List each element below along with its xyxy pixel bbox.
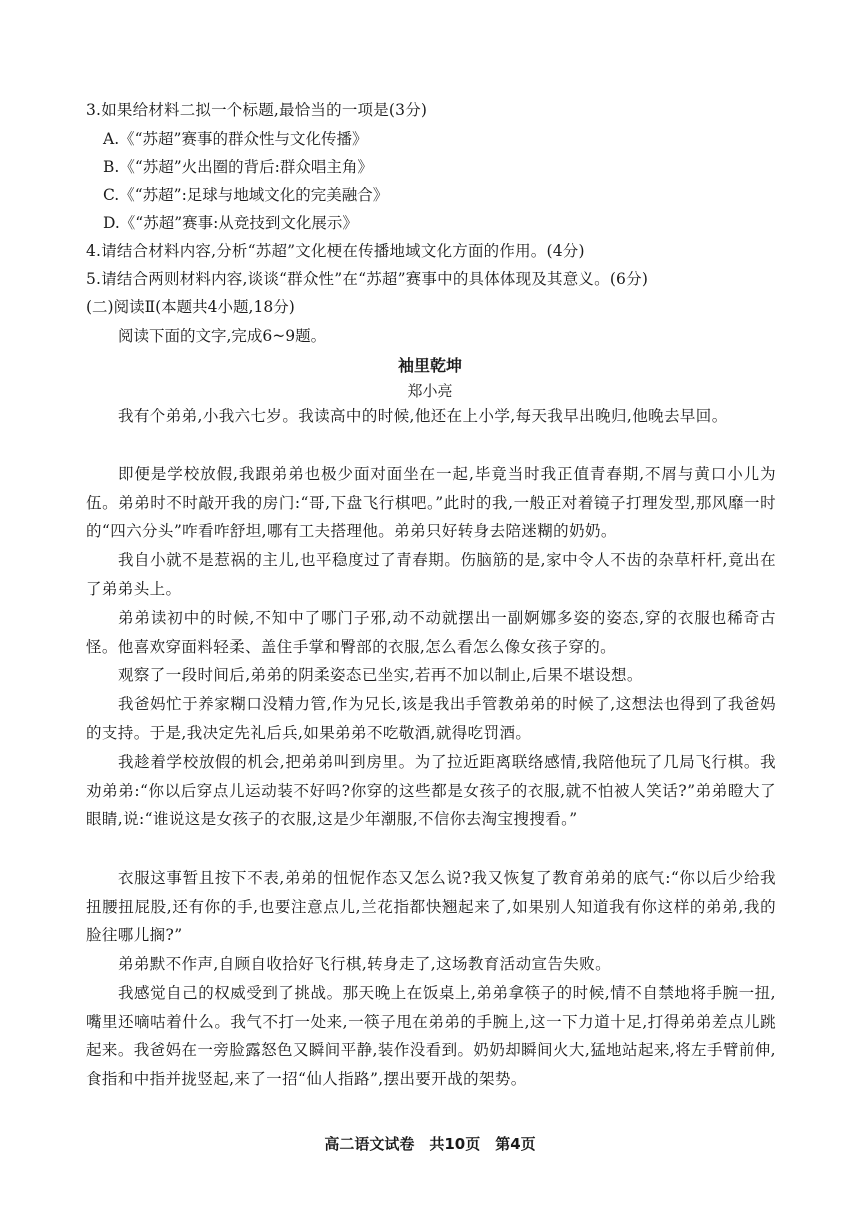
question-4: 4.请结合材料内容,分析“苏超”文化梗在传播地域文化方面的作用。(4分) xyxy=(86,242,585,260)
article-paragraph-4: 弟弟读初中的时候,不知中了哪门子邪,动不动就摆出一副婀娜多姿的姿态,穿的衣服也稀奇古怪。他喜欢穿面料轻柔、盖住手掌和臀部的衣服,怎么看怎么像女孩子穿的。 xyxy=(86,609,776,656)
page-footer: 高二语文试卷 共10页 第4页 xyxy=(324,1135,536,1153)
article-paragraph-1: 我有个弟弟,小我六七岁。我读高中的时候,他还在上小学,每天我早出晚归,他晚去早回。 xyxy=(118,407,728,425)
article-paragraph-8: 衣服这事暂且按下不表,弟弟的忸怩作态又怎么说?我又恢复了教育弟弟的底气:“你以后少给我扭腰扭屁股,还有你的手,也要注意点儿,兰花指都快翘起来了,如果别人知道我有你这样的弟弟,我的脸往哪儿搁?” xyxy=(86,869,776,945)
article-paragraph-3: 我自小就不是惹祸的主儿,也平稳度过了青春期。伤脑筋的是,家中令人不齿的杂草杆杆,竟出在了弟弟头上。 xyxy=(86,551,776,598)
section-heading: (二)阅读Ⅱ(本题共4小题,18分) xyxy=(86,298,295,316)
article-paragraph-10: 我感觉自己的权威受到了挑战。那天晚上在饭桌上,弟弟拿筷子的时候,情不自禁地将手腕一扭,嘴里还嘀咕着什么。我气不打一处来,一筷子甩在弟弟的手腕上,这一下力道十足,打得弟弟差点儿跳起来。我爸妈在一旁脸露怒色又瞬间平静,装作没看到。奶奶却瞬间火大,猛地站起来,将左手臂前伸,食指和中指并拢竖起,来了一招“仙人指路”,摆出要开战的架势。 xyxy=(86,984,776,1088)
article-title: 袖里乾坤 xyxy=(397,356,462,375)
section-instruction: 阅读下面的文字,完成6~9题。 xyxy=(118,327,327,345)
article-paragraph-5: 观察了一段时间后,弟弟的阴柔姿态已坐实,若再不加以制止,后果不堪设想。 xyxy=(118,666,643,684)
article-paragraph-6: 我爸妈忙于养家糊口没精力管,作为兄长,该是我出手管教弟弟的时候了,这想法也得到了我爸妈的支持。于是,我决定先礼后兵,如果弟弟不吃敬酒,就得吃罚酒。 xyxy=(86,695,776,742)
article-author: 郑小亮 xyxy=(407,382,453,400)
article-paragraph-9: 弟弟默不作声,自顾自收拾好飞行棋,转身走了,这场教育活动宣告失败。 xyxy=(118,955,611,973)
question-3-option-a: A.《“苏超”赛事的群众性与文化传播》 xyxy=(103,130,368,148)
question-3-option-b: B.《“苏超”火出圈的背后:群众唱主角》 xyxy=(103,158,373,176)
article-paragraph-2: 即便是学校放假,我跟弟弟也极少面对面坐在一起,毕竟当时我正值青春期,不屑与黄口小儿为伍。弟弟时不时敲开我的房门:“哥,下盘飞行棋吧。”此时的我,一般正对着镜子打理发型,那风靡一时的“四六分头”咋看咋舒坦,哪有工夫搭理他。弟弟只好转身去陪迷糊的奶奶。 xyxy=(86,465,776,541)
question-3-option-d: D.《“苏超”赛事:从竞技到文化展示》 xyxy=(103,214,358,232)
article-paragraph-7: 我趁着学校放假的机会,把弟弟叫到房里。为了拉近距离联络感情,我陪他玩了几局飞行棋。我劝弟弟:“你以后穿点儿运动装不好吗?你穿的这些都是女孩子的衣服,就不怕被人笑话?”弟弟瞪大了眼睛,说:“谁说这是女孩子的衣服,这是少年潮服,不信你去淘宝搜搜看。” xyxy=(86,753,776,829)
question-3-option-c: C.《“苏超”:足球与地域文化的完美融合》 xyxy=(103,186,389,204)
question-5: 5.请结合两则材料内容,谈谈“群众性”在“苏超”赛事中的具体体现及其意义。(6分) xyxy=(86,270,649,288)
question-3-stem: 3.如果给材料二拟一个标题,最恰当的一项是(3分) xyxy=(86,101,428,119)
